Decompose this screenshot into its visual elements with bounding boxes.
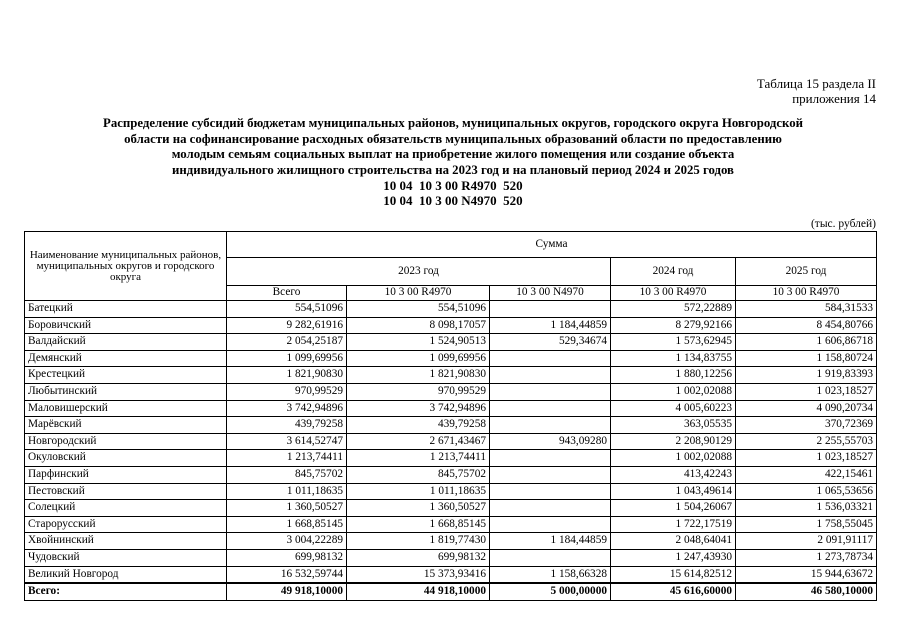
budget-code-2: 10 04 10 3 00 N4970 520 xyxy=(383,193,523,209)
table-row xyxy=(25,483,877,500)
header-r4970-2025: 10 3 00 R4970 xyxy=(736,286,877,301)
cell-n4970-2023: 1 184,44859 xyxy=(490,317,611,334)
cell-name: Крестецкий xyxy=(25,367,227,384)
cell-total: 9 282,61916 xyxy=(227,317,347,334)
cell-r4970-2023: 3 742,94896 xyxy=(347,400,490,417)
cell-total: 439,79258 xyxy=(227,417,347,434)
header-r4970-2024: 10 3 00 R4970 xyxy=(611,286,736,301)
table-ref-line2: приложения 14 xyxy=(792,91,876,106)
header-n4970-2023: 10 3 00 N4970 xyxy=(490,286,611,301)
cell-2024: 1 002,02088 xyxy=(611,450,736,467)
header-2023: 2023 год xyxy=(227,258,611,286)
cell-2024: 15 614,82512 xyxy=(611,566,736,583)
cell-name: Новгородский xyxy=(25,433,227,450)
cell-n4970-2023: 1 158,66328 xyxy=(490,566,611,583)
title-line-3: молодым семьям социальных выплат на приобретение жилого помещения или создание объекта xyxy=(171,147,735,162)
cell-total: 1 213,74411 xyxy=(227,450,347,467)
cell-name: Марёвский xyxy=(25,417,227,434)
cell-n4970-2023 xyxy=(490,483,611,500)
cell-2024: 8 279,92166 xyxy=(611,317,736,334)
cell-r4970-2023: 15 373,93416 xyxy=(347,566,490,583)
document-title xyxy=(30,116,876,208)
table-row xyxy=(25,433,877,450)
cell-n4970-2023: 943,09280 xyxy=(490,433,611,450)
cell-2025: 1 023,18527 xyxy=(736,383,877,400)
cell-total: 2 054,25187 xyxy=(227,334,347,351)
budget-code-1: 10 04 10 3 00 R4970 520 xyxy=(383,178,523,194)
cell-name: Великий Новгород xyxy=(25,566,227,583)
cell-n4970-2023 xyxy=(490,383,611,400)
table-row xyxy=(25,466,877,483)
totals-all: 49 918,10000 xyxy=(227,583,347,600)
cell-2025: 2 255,55703 xyxy=(736,433,877,450)
table-row xyxy=(25,549,877,566)
cell-n4970-2023 xyxy=(490,516,611,533)
cell-n4970-2023 xyxy=(490,417,611,434)
cell-2025: 1 023,18527 xyxy=(736,450,877,467)
cell-r4970-2023: 845,75702 xyxy=(347,466,490,483)
cell-n4970-2023 xyxy=(490,450,611,467)
cell-name: Окуловский xyxy=(25,450,227,467)
cell-2025: 1 273,78734 xyxy=(736,549,877,566)
cell-2025: 584,31533 xyxy=(736,301,877,318)
cell-name: Старорусский xyxy=(25,516,227,533)
cell-2024: 1 504,26067 xyxy=(611,500,736,517)
header-r4970-2023: 10 3 00 R4970 xyxy=(347,286,490,301)
cell-2025: 1 536,03321 xyxy=(736,500,877,517)
cell-2024: 1 002,02088 xyxy=(611,383,736,400)
cell-2024: 1 043,49614 xyxy=(611,483,736,500)
cell-total: 1 668,85145 xyxy=(227,516,347,533)
header-2025: 2025 год xyxy=(736,258,877,286)
cell-total: 845,75702 xyxy=(227,466,347,483)
cell-r4970-2023: 699,98132 xyxy=(347,549,490,566)
header-2024: 2024 год xyxy=(611,258,736,286)
cell-2025: 8 454,80766 xyxy=(736,317,877,334)
cell-2024: 413,42243 xyxy=(611,466,736,483)
cell-total: 970,99529 xyxy=(227,383,347,400)
cell-name: Валдайский xyxy=(25,334,227,351)
cell-n4970-2023: 1 184,44859 xyxy=(490,533,611,550)
table-row xyxy=(25,417,877,434)
cell-2024: 2 048,64041 xyxy=(611,533,736,550)
subsidy-table xyxy=(24,231,877,601)
cell-2024: 1 880,12256 xyxy=(611,367,736,384)
table-ref-line1: Таблица 15 раздела II xyxy=(756,76,876,91)
cell-name: Хвойнинский xyxy=(25,533,227,550)
cell-r4970-2023: 970,99529 xyxy=(347,383,490,400)
cell-total: 1 099,69956 xyxy=(227,350,347,367)
cell-total: 3 004,22289 xyxy=(227,533,347,550)
cell-name: Парфинский xyxy=(25,466,227,483)
cell-2024: 1 247,43930 xyxy=(611,549,736,566)
cell-total: 699,98132 xyxy=(227,549,347,566)
cell-2025: 15 944,63672 xyxy=(736,566,877,583)
cell-n4970-2023 xyxy=(490,549,611,566)
title-line-4: индивидуального жилищного строительства на 2023 год и на плановый период 2024 и 2025 годов xyxy=(172,162,734,177)
table-row xyxy=(25,400,877,417)
header-total: Всего xyxy=(227,286,347,301)
cell-r4970-2023: 1 213,74411 xyxy=(347,450,490,467)
cell-2024: 1 134,83755 xyxy=(611,350,736,367)
table-row xyxy=(25,350,877,367)
cell-name: Пестовский xyxy=(25,483,227,500)
cell-r4970-2023: 2 671,43467 xyxy=(347,433,490,450)
cell-2024: 4 005,60223 xyxy=(611,400,736,417)
cell-name: Маловишерский xyxy=(25,400,227,417)
table-row xyxy=(25,450,877,467)
cell-name: Солецкий xyxy=(25,500,227,517)
cell-2025: 1 606,86718 xyxy=(736,334,877,351)
cell-2025: 4 090,20734 xyxy=(736,400,877,417)
cell-n4970-2023 xyxy=(490,301,611,318)
table-row xyxy=(25,533,877,550)
cell-total: 1 011,18635 xyxy=(227,483,347,500)
units-label: (тыс. рублей) xyxy=(810,218,876,230)
header-name: Наименование муниципальных районов, муниципальных округов и городского округа xyxy=(25,232,227,301)
table-row xyxy=(25,334,877,351)
cell-total: 554,51096 xyxy=(227,301,347,318)
cell-r4970-2023: 554,51096 xyxy=(347,301,490,318)
cell-name: Чудовский xyxy=(25,549,227,566)
cell-2024: 2 208,90129 xyxy=(611,433,736,450)
cell-n4970-2023 xyxy=(490,466,611,483)
cell-n4970-2023: 529,34674 xyxy=(490,334,611,351)
title-line-2: области на софинансирование расходных обязательств муниципальных образований области по предоставлению xyxy=(124,131,782,146)
table-row xyxy=(25,383,877,400)
cell-total: 1 360,50527 xyxy=(227,500,347,517)
cell-total: 3 742,94896 xyxy=(227,400,347,417)
title-line-1: Распределение субсидий бюджетам муниципальных районов, муниципальных округов, городского округа Новгородской xyxy=(103,116,803,130)
cell-total: 3 614,52747 xyxy=(227,433,347,450)
cell-r4970-2023: 1 360,50527 xyxy=(347,500,490,517)
cell-2025: 1 758,55045 xyxy=(736,516,877,533)
totals-r4970-2023: 44 918,10000 xyxy=(347,583,490,600)
cell-2025: 422,15461 xyxy=(736,466,877,483)
cell-r4970-2023: 1 821,90830 xyxy=(347,367,490,384)
cell-2024: 1 573,62945 xyxy=(611,334,736,351)
cell-2025: 2 091,91117 xyxy=(736,533,877,550)
cell-r4970-2023: 8 098,17057 xyxy=(347,317,490,334)
cell-r4970-2023: 1 819,77430 xyxy=(347,533,490,550)
cell-2025: 1 158,80724 xyxy=(736,350,877,367)
cell-2025: 1 919,83393 xyxy=(736,367,877,384)
table-row xyxy=(25,500,877,517)
table-row xyxy=(25,566,877,583)
table-row xyxy=(25,516,877,533)
cell-2024: 1 722,17519 xyxy=(611,516,736,533)
cell-r4970-2023: 1 011,18635 xyxy=(347,483,490,500)
cell-r4970-2023: 1 668,85145 xyxy=(347,516,490,533)
cell-total: 16 532,59744 xyxy=(227,566,347,583)
cell-2024: 572,22889 xyxy=(611,301,736,318)
totals-n4970-2023: 5 000,00000 xyxy=(490,583,611,600)
cell-2024: 363,05535 xyxy=(611,417,736,434)
cell-2025: 1 065,53656 xyxy=(736,483,877,500)
totals-2024: 45 616,60000 xyxy=(611,583,736,600)
cell-r4970-2023: 1 099,69956 xyxy=(347,350,490,367)
header-sum: Сумма xyxy=(227,232,877,258)
cell-n4970-2023 xyxy=(490,367,611,384)
table-row xyxy=(25,317,877,334)
totals-label: Всего: xyxy=(25,583,227,600)
cell-n4970-2023 xyxy=(490,350,611,367)
table-row xyxy=(25,301,877,318)
cell-total: 1 821,90830 xyxy=(227,367,347,384)
totals-2025: 46 580,10000 xyxy=(736,583,877,600)
cell-name: Батецкий xyxy=(25,301,227,318)
cell-r4970-2023: 1 524,90513 xyxy=(347,334,490,351)
cell-n4970-2023 xyxy=(490,500,611,517)
cell-name: Любытинский xyxy=(25,383,227,400)
cell-name: Демянский xyxy=(25,350,227,367)
cell-r4970-2023: 439,79258 xyxy=(347,417,490,434)
cell-2025: 370,72369 xyxy=(736,417,877,434)
cell-name: Боровичский xyxy=(25,317,227,334)
totals-row xyxy=(25,583,877,600)
table-reference xyxy=(757,76,876,106)
table-row xyxy=(25,367,877,384)
cell-n4970-2023 xyxy=(490,400,611,417)
